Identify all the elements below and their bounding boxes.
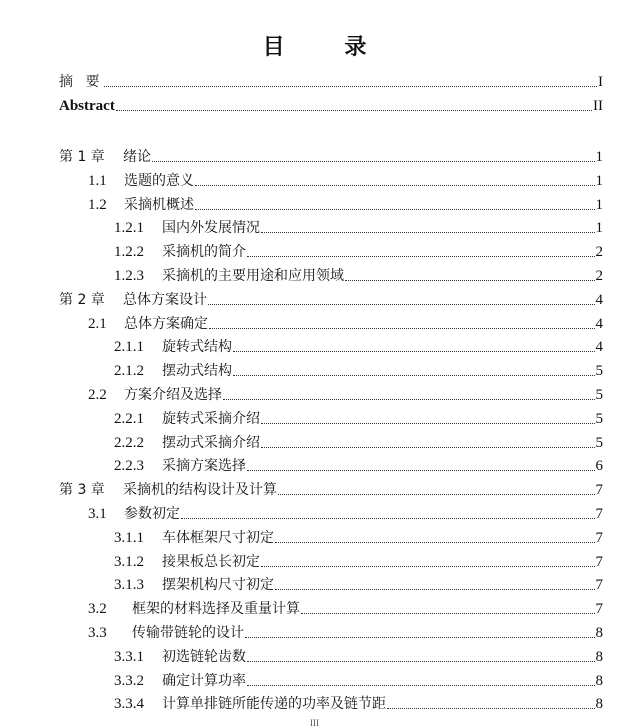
toc-page: 1 (595, 172, 603, 189)
toc-page: 4 (595, 339, 603, 356)
toc-entry-abstract-en[interactable] (59, 92, 603, 114)
leader-dots (247, 684, 595, 686)
toc-label: 绪论 (123, 149, 151, 165)
toc-label: 选题的意义 (124, 172, 194, 189)
toc-page: 7 (595, 529, 603, 546)
toc-label: 总体方案设计 (123, 291, 207, 308)
toc-label: 摆架机构尺寸初定 (162, 577, 274, 594)
leader-dots (261, 446, 595, 448)
page-number: III (310, 718, 319, 728)
section-number: 3.3.2 (114, 672, 144, 689)
section-number: 1.1 (88, 172, 107, 189)
section-number: 3.3.4 (114, 696, 144, 713)
leader-dots (275, 588, 595, 590)
leader-dots (261, 422, 595, 424)
toc-label: 采摘机的简介 (162, 244, 246, 261)
toc-entry[interactable] (114, 357, 603, 379)
toc-label: 方案介绍及选择 (124, 387, 222, 403)
toc-entry[interactable] (114, 262, 603, 284)
toc-label: 旋转式采摘介绍 (162, 410, 260, 427)
section-number: 3.1 (88, 506, 107, 522)
toc-entry[interactable] (114, 429, 603, 451)
toc-page: 1 (595, 196, 603, 213)
section-number: 2.1.2 (114, 363, 144, 380)
toc-page: 5 (595, 363, 603, 380)
section-number: 1.2.1 (114, 220, 144, 237)
toc-entry[interactable] (114, 548, 603, 570)
toc-page: 7 (595, 553, 603, 570)
toc-page: 5 (595, 434, 603, 451)
section-number: 第 3 章 (59, 482, 105, 499)
toc-page: I (598, 74, 603, 90)
toc-entry[interactable] (114, 690, 603, 712)
leader-dots (116, 109, 592, 111)
section-number: 第 2 章 (59, 291, 105, 308)
toc-entry[interactable] (88, 381, 603, 403)
toc-entry[interactable] (59, 286, 603, 308)
toc-entry[interactable] (114, 238, 603, 260)
toc-entry[interactable] (59, 476, 603, 498)
toc-label: Abstract (59, 98, 115, 114)
toc-label: 摆动式结构 (162, 363, 232, 380)
section-number: 2.2.3 (114, 458, 144, 475)
section-number: 1.2.3 (114, 268, 144, 284)
section-number: 2.2.2 (114, 434, 144, 451)
leader-dots (195, 208, 595, 210)
toc-label: 摘 要 (59, 74, 104, 90)
toc-label: 初选链轮齿数 (162, 648, 246, 665)
toc-label: 旋转式结构 (162, 339, 232, 356)
toc-page: 8 (595, 672, 603, 689)
leader-dots (301, 612, 595, 614)
leader-dots (247, 255, 595, 257)
toc-page: 7 (595, 482, 603, 499)
leader-dots (152, 160, 595, 162)
section-number: 3.3 (88, 625, 107, 641)
toc-page: 8 (595, 625, 603, 641)
leader-dots (233, 374, 595, 376)
toc-page: 5 (595, 387, 603, 403)
toc-page: 7 (595, 506, 603, 522)
toc-label: 国内外发展情况 (162, 220, 260, 237)
toc-page: 2 (595, 244, 603, 261)
section-number: 1.2 (88, 196, 107, 213)
toc-page: 1 (595, 220, 603, 237)
toc-page: 5 (595, 410, 603, 427)
toc-page: 8 (595, 648, 603, 665)
leader-dots (233, 350, 595, 352)
toc-label: 车体框架尺寸初定 (162, 529, 274, 546)
section-number: 2.2.1 (114, 410, 144, 427)
toc-entry[interactable] (88, 619, 603, 641)
toc-page: 4 (595, 315, 603, 332)
section-number: 2.2 (88, 387, 107, 403)
toc-entry[interactable] (88, 310, 603, 332)
toc-label: 计算单排链所能传递的功率及链节距 (162, 696, 386, 713)
toc-entry[interactable] (114, 524, 603, 546)
toc-entry[interactable] (114, 214, 603, 236)
toc-page: 7 (595, 577, 603, 594)
toc-label: 参数初定 (124, 506, 180, 522)
leader-dots (209, 327, 595, 329)
toc-title: 目 录 (262, 35, 393, 60)
toc-page: 4 (595, 291, 603, 308)
toc-label: 采摘机的主要用途和应用领域 (162, 268, 344, 284)
leader-dots (223, 398, 595, 400)
section-number: 第 1 章 (59, 149, 105, 165)
toc-label: 采摘方案选择 (162, 458, 246, 475)
section-number: 1.2.2 (114, 244, 144, 261)
toc-label: 传输带链轮的设计 (132, 625, 244, 641)
section-number: 3.1.3 (114, 577, 144, 594)
leader-dots (275, 541, 595, 543)
toc-page: 6 (595, 458, 603, 475)
toc-entry-abstract-cn[interactable] (59, 68, 603, 90)
toc-page: II (593, 98, 603, 114)
leader-dots (247, 469, 595, 471)
toc-entry[interactable] (114, 452, 603, 474)
toc-entry[interactable] (59, 143, 603, 165)
leader-dots (278, 493, 595, 495)
section-number: 2.1.1 (114, 339, 144, 356)
leader-dots (247, 660, 595, 662)
toc-page: 2 (595, 268, 603, 284)
toc-page: 1 (595, 149, 603, 165)
section-number: 3.3.1 (114, 648, 144, 665)
leader-dots (208, 303, 595, 305)
toc-entry[interactable] (88, 500, 603, 522)
leader-dots (387, 707, 595, 709)
toc-entry[interactable] (88, 191, 603, 213)
leader-dots (181, 517, 595, 519)
toc-entry[interactable] (114, 333, 603, 355)
leader-dots (245, 636, 595, 638)
leader-dots (195, 184, 595, 186)
section-number: 2.1 (88, 315, 107, 332)
toc-entry[interactable] (114, 571, 603, 593)
toc-page: 7 (595, 601, 603, 618)
toc-entry[interactable] (114, 667, 603, 689)
toc-entry[interactable] (88, 595, 603, 617)
toc-entry[interactable] (88, 167, 603, 189)
section-number: 3.1.2 (114, 553, 144, 570)
toc-label: 框架的材料选择及重量计算 (132, 601, 300, 618)
toc-label: 摆动式采摘介绍 (162, 434, 260, 451)
leader-dots (261, 565, 595, 567)
leader-dots (261, 231, 595, 233)
toc-page: 8 (595, 696, 603, 713)
section-number: 3.2 (88, 601, 107, 618)
section-number: 3.1.1 (114, 529, 144, 546)
leader-dots (345, 279, 595, 281)
toc-entry[interactable] (114, 643, 603, 665)
toc-label: 确定计算功率 (162, 672, 246, 689)
toc-entry[interactable] (114, 405, 603, 427)
toc-label: 采摘机概述 (124, 196, 194, 213)
toc-label: 总体方案确定 (124, 315, 208, 332)
toc-label: 采摘机的结构设计及计算 (123, 482, 277, 499)
leader-dots (104, 85, 597, 87)
toc-label: 接果板总长初定 (162, 553, 260, 570)
